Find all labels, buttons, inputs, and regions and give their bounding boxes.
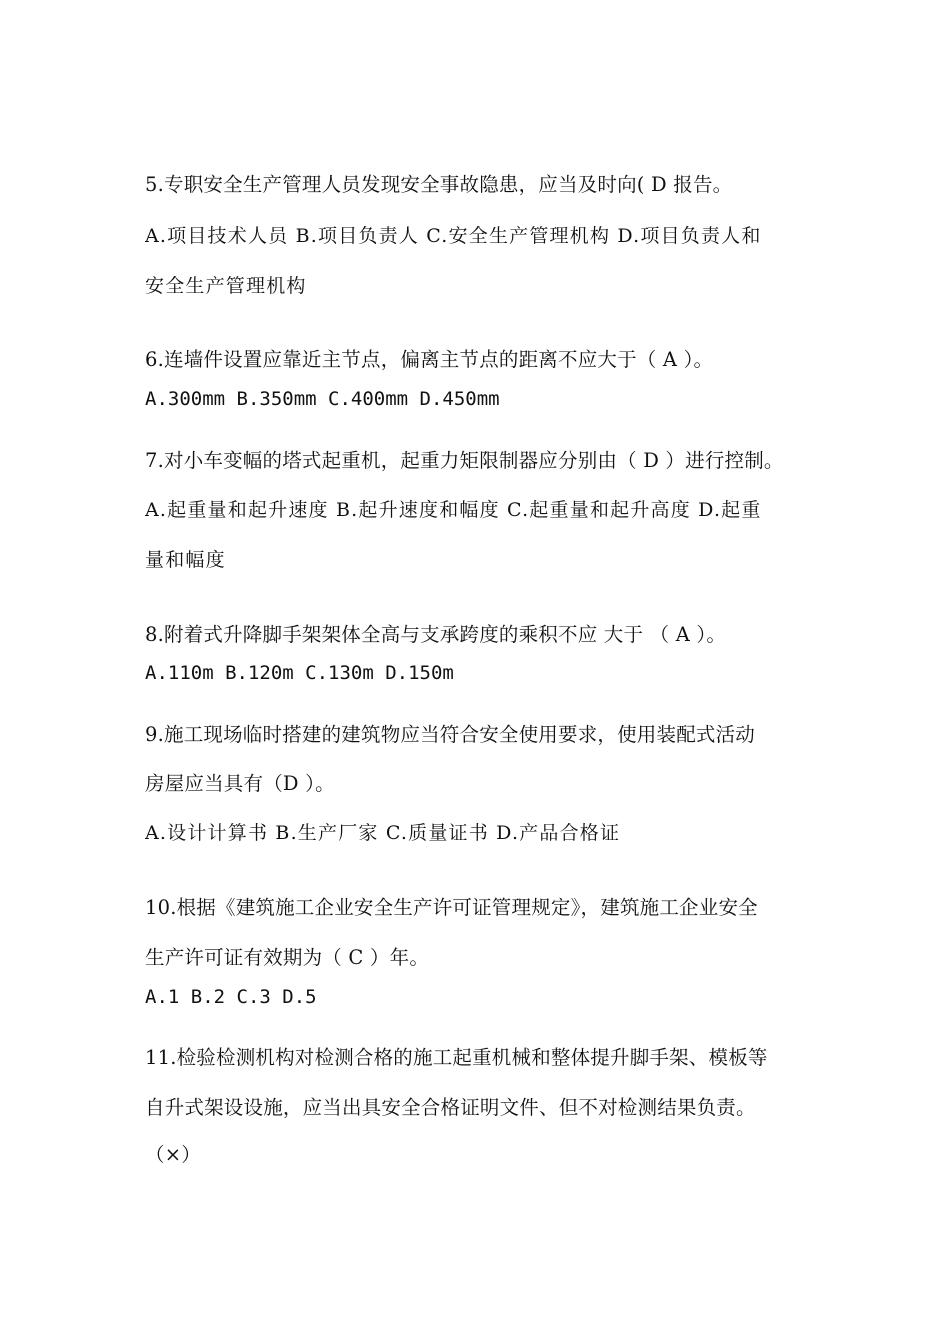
question-7-options-cont: 量和幅度 <box>145 549 226 571</box>
question-9-stem-cont: 房屋应当具有（D ）。 <box>145 772 335 795</box>
question-5-options: A.项目技术人员 B.项目负责人 C.安全生产管理机构 D.项目负责人和 <box>145 225 762 247</box>
question-7-options: A.起重量和起升速度 B.起升速度和幅度 C.起重量和起升高度 D.起重 <box>145 499 762 521</box>
question-5-stem: 5.专职安全生产管理人员发现安全事故隐患，应当及时向( D 报告。 <box>145 173 733 196</box>
question-8-stem: 8.附着式升降脚手架架体全高与支承跨度的乘积不应 大于 （ A ）。 <box>145 623 727 646</box>
question-7-stem: 7.对小车变幅的塔式起重机，起重力矩限制器应分别由（ D ）进行控制。 <box>145 449 784 472</box>
question-10-options: A.1 B.2 C.3 D.5 <box>145 986 317 1008</box>
question-11-answer: （×） <box>145 1143 201 1166</box>
question-11-stem: 11.检验检测机构对检测合格的施工起重机械和整体提升脚手架、模板等 <box>145 1046 768 1069</box>
question-6-options: A.300mm B.350mm C.400mm D.450mm <box>145 388 500 410</box>
question-9-stem: 9.施工现场临时搭建的建筑物应当符合安全使用要求，使用装配式活动 <box>145 723 756 746</box>
question-6-stem: 6.连墙件设置应靠近主节点，偏离主节点的距离不应大于（ A ）。 <box>145 348 714 371</box>
question-10-stem-cont: 生产许可证有效期为（ C ）年。 <box>145 946 430 969</box>
question-10-stem: 10.根据《建筑施工企业安全生产许可证管理规定》，建筑施工企业安全 <box>145 896 758 919</box>
question-8-options: A.110m B.120m C.130m D.150m <box>145 662 454 684</box>
question-9-options: A.设计计算书 B.生产厂家 C.质量证书 D.产品合格证 <box>145 822 621 844</box>
question-11-stem-cont: 自升式架设设施，应当出具安全合格证明文件、但不对检测结果负责。 <box>145 1096 756 1119</box>
question-5-options-cont: 安全生产管理机构 <box>145 275 307 297</box>
